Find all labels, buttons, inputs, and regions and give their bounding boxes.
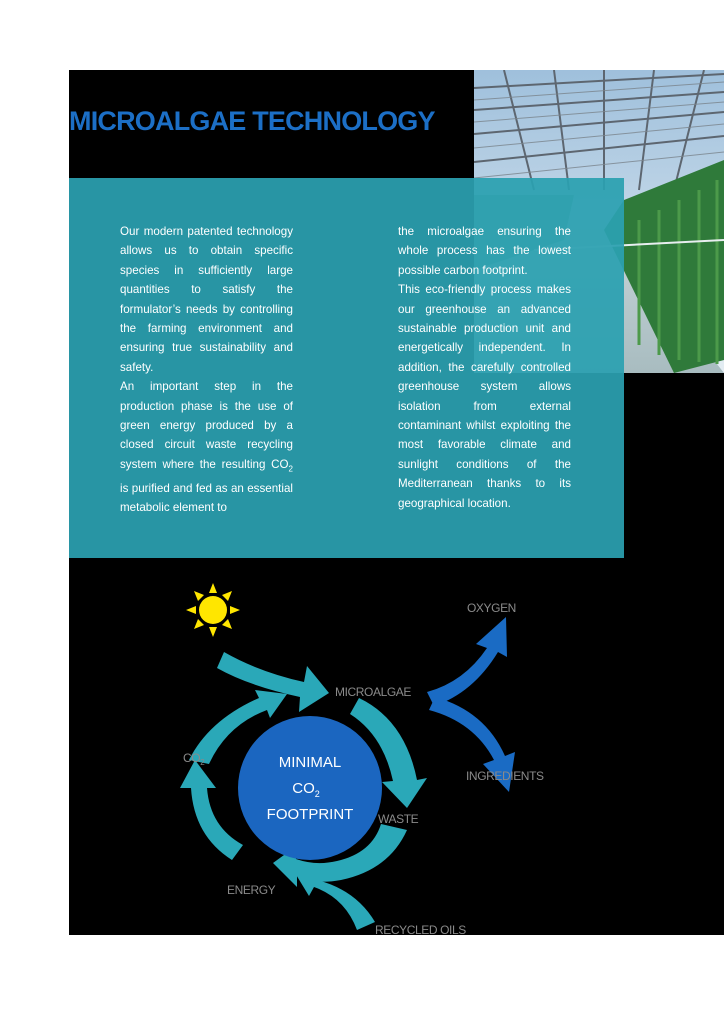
output-arrows [427, 617, 515, 792]
paragraph: the microalgae ensuring the whole process has the lowest possible carbon footprint. [398, 225, 571, 277]
sun-icon [186, 583, 240, 637]
label-recycled-oils: RECYCLED OILS [375, 923, 466, 935]
label-waste: WASTE [378, 812, 419, 826]
paragraph: This eco-friendly process makes our greenhouse an advanced sustainable production unit and energetically independent. In addition, the carefully controlled greenhouse system allows isolation from external contaminant whilst exploiting the most favorable climate and sunlight conditions of the Mediterranean thanks to its geographical location. [398, 283, 571, 510]
co2-cycle-diagram [69, 70, 724, 935]
center-line-co2: $CO_2$ [292, 780, 320, 799]
paragraph: Our modern patented technology allows us to obtain specific species in sufficiently large quantities to satisfy the formulator’s needs by controlling the farming environment and ensuring true sustainability and safety. [120, 225, 293, 374]
label-oxygen: OXYGEN [467, 601, 516, 615]
center-line-footprint: FOOTPRINT [266, 806, 354, 823]
label-energy: ENERGY [227, 883, 276, 897]
brochure-page [69, 70, 724, 935]
label-co2: $CO_2$ [183, 751, 205, 767]
paragraph: An important step in the production phase is the use of green energy produced by a closed circuit waste recycling system where the resulting $CO_2$ is purified and fed as an essential metabolic element to [120, 380, 293, 514]
label-ingredients: INGREDIENTS [466, 769, 544, 783]
label-microalgae: MICROALGAE [335, 685, 412, 699]
page-title: MICROALGAE TECHNOLOGY [69, 106, 435, 136]
center-line-minimal: MINIMAL [278, 754, 342, 771]
